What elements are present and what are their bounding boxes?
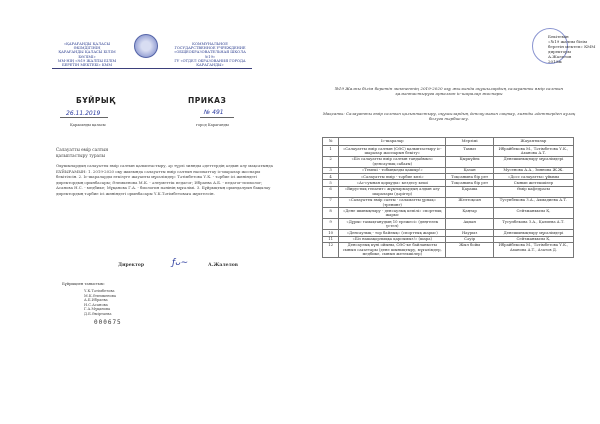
table-cell: Тоқсанына бір рет <box>446 174 494 180</box>
approve-line: 2019ж <box>548 59 562 64</box>
table-cell: Наурыз <box>446 230 494 236</box>
table-cell: «Салауатты өмір салты - саламатты ұрпақ» (тренинг) <box>339 197 446 208</box>
table-cell: Ибрайбекова М., Тәтімбетова Ү.К., Аханова А.Т. <box>493 146 573 157</box>
acquainted-item: А.Б.Ибраева <box>84 298 108 303</box>
table-cell: 8 <box>323 208 339 219</box>
table-row <box>323 197 574 208</box>
director-signature-icon: ƒᴗ∼ <box>172 258 189 268</box>
table-cell: 9 <box>323 219 339 230</box>
header-right-line: «ОБЩЕОБРАЗОВАТЕЛЬНАЯ ШКОЛА №19» <box>174 50 246 59</box>
table-cell: «Біз нашақорлыққа қарсымыз!» (шара) <box>339 236 446 242</box>
table-header-row <box>323 138 574 146</box>
plan-title: №19 Жалпы білім беретін мектептің 2019-2020 оқу жылында оқушылардың салауатты өмір салтын қалыптастыруға арналған іс-шаралар жоспары <box>334 86 564 97</box>
table-cell: Сынып жетекшілер <box>493 180 573 186</box>
table-cell: 4 <box>323 174 339 180</box>
order-body: Оқушылардың салауатты өмір салтын қалыптастыру, әр түрлі зиянды әдеттердің алдын алу мақсатында БҰЙЫРАМЫН: 1. 2019-2020 оқу жылында салауатты өмір салтын насихаттау іс-шаралар жоспары бекітілсін. 2. Іс-шараларды өткізуге жауапты мұғалімдер: Тәтімбетова Ү.К. - тәрбие ісі жөніндегі директордың орынбасары; Әлемкенова М.К. - әлеуметтік педагог; Ибраева А.Б. - педагог-психолог; Асанова Н.С. - медбике; Мұқанова Г.А. - биология пәнінің мұғалімі. 3. Бұйрықтың орындалуын бақылау директордың тәрбие ісі жөніндегі орынбасары Ү.К.Тәтімбетоваға жүктелсін. <box>56 163 273 196</box>
date-underline <box>60 117 108 118</box>
table-cell: «Біз салауатты өмір салтын таңдаймыз» (денсаулық сабағы) <box>339 156 446 167</box>
table-cell: «Салауатты өмір - тәрбие көзі» <box>339 174 446 180</box>
table-cell: Ибрайбекова М., Тәтімбетова Ү.К., Аханова А.Т., Азатов Д. <box>493 242 573 257</box>
table-cell: Қыркүйек <box>446 156 494 167</box>
approval-block <box>548 34 600 64</box>
acquainted-item: Н.С.Асанова <box>84 302 108 307</box>
table-cell: Қараша <box>446 186 494 197</box>
header-right-line: КОММУНАЛЬНОЕ <box>192 42 228 46</box>
subject-line: Салауатты өмір салтын <box>56 147 109 152</box>
table-cell: 1 <box>323 146 339 157</box>
number-handwritten: № 491 <box>204 109 224 116</box>
subject <box>56 147 108 158</box>
table-cell: Денешынықтыру мұғалімдері <box>493 230 573 236</box>
table-cell: 7 <box>323 197 339 208</box>
table-cell: Қазан <box>446 167 494 173</box>
title-kz: БҰЙРЫҚ <box>76 96 116 105</box>
table-cell: «Ас-суынан қорқуды» кездесу кеші <box>339 180 446 186</box>
header-left <box>52 42 122 67</box>
table-cell: Өмір кафедрасы <box>493 186 573 197</box>
table-cell: Тусупбекова З.А., Қалиева А.Т. <box>493 219 573 230</box>
table-cell: 3 <box>323 167 339 173</box>
table-cell: Денсаулық күні ойыны, СӨС-ке байланысты сынып сағаттары (дене шынықтыру, мұғалімдер, медбике, сынып жетекшілер) <box>339 242 446 257</box>
acquainted-label: Бұйрықпен таныстым: <box>62 282 105 286</box>
table-cell: 10 <box>323 230 339 236</box>
header-right-line: ГУ «ОТДЕЛ ОБРАЗОВАНИЯ ГОРОДА КАРАГАНДЫ» <box>174 58 246 68</box>
table-cell: «Вирустық гепатит» жұқтырмаудың алдын алу шаралары (дәрігер) <box>339 186 446 197</box>
stamp-number: 000675 <box>94 319 122 326</box>
table-row <box>323 156 574 167</box>
header-left-line: ММ-НІҢ «№19 ЖАЛПЫ БІЛІМ <box>57 58 117 63</box>
table-row <box>323 208 574 219</box>
table-cell: «Досс салауатты» ұйымы <box>493 174 573 180</box>
table-cell: Тусупбекова З.А., Ахмадиева А.Т. <box>493 197 573 208</box>
director-label: Директор <box>118 263 145 268</box>
plan-goal: Мақсаты: Салауатты өмір салтын қалыптастыру, оқушылардың денсаулығын сақтау, зиянды әдеттерден аулақ болуға тәрбиелеу. <box>322 111 576 121</box>
number-underline <box>200 117 234 118</box>
col-events: Іс-шаралар <box>339 138 446 146</box>
table-row <box>323 146 574 157</box>
table-cell: Ақпан <box>446 219 494 230</box>
col-responsible: Жауаптылар <box>493 138 573 146</box>
header-right <box>170 42 250 67</box>
city-ru: город Караганды <box>196 123 229 127</box>
header-left-line: ҚАРАҒАНДЫ ҚАЛАСЫ БІЛІМ БӨЛІМІ» <box>58 50 116 59</box>
acquainted-item: Г.А.Мұқанова <box>84 307 111 312</box>
subject-line: қалыптастыру туралы <box>56 152 106 158</box>
table-cell: 12 <box>323 242 339 257</box>
table-cell: Сейтжанкызы Қ. <box>493 236 573 242</box>
header-left-line: БЕРЕТІН МЕКТЕБІ» КММ <box>61 63 113 68</box>
table-cell: 2 <box>323 156 339 167</box>
table-cell: Желтоқсан <box>446 197 494 208</box>
acquainted-item: М.К.Әлемкенова <box>84 293 116 298</box>
title-ru: ПРИКАЗ <box>188 96 227 105</box>
plan-page <box>300 0 600 424</box>
table-cell: 6 <box>323 186 339 197</box>
plan-table <box>322 137 574 258</box>
table-cell: «Темекі - тобыңызды қашыр!» <box>339 167 446 173</box>
table-cell: 5 <box>323 180 339 186</box>
acquainted-list <box>84 289 116 317</box>
director-name: А.Жалелов <box>208 263 239 268</box>
table-cell: Жыл бойы <box>446 242 494 257</box>
table-cell: 11 <box>323 236 339 242</box>
table-cell: Тамыз <box>446 146 494 157</box>
header-right-line: ГОСУДАРСТВЕННОЕ УЧРЕЖДЕНИЕ <box>174 46 246 51</box>
table-cell: Тоқсанына бір рет <box>446 180 494 186</box>
acquainted-item: Д.Б.Әміртаева <box>84 311 112 316</box>
table-cell: Сәуір <box>446 236 494 242</box>
table-cell: «Салауатты өмір салтын (СӨС) қалыптастыру іс-шаралар жоспарын бекіту» <box>339 146 446 157</box>
approve-line: А.Жалелов <box>548 54 572 59</box>
table-cell: «Денсаулық - тор байлық» (спорттық жарыс) <box>339 230 446 236</box>
table-cell: Мусенова А.А., Зиянова Ж.Ж. <box>493 167 573 173</box>
city-kz: Қарағанды қаласы <box>70 123 106 127</box>
table-cell: Денешынықтыру мұғалімдері <box>493 156 573 167</box>
table-row <box>323 219 574 230</box>
acquainted-item: Ү.К.Тәтімбетова <box>84 289 115 293</box>
header-left-line: «ҚАРАҒАНДЫ ҚАЛАСЫ ӘКІМДІГІНІҢ <box>63 42 111 51</box>
state-emblem-icon <box>134 34 158 58</box>
date-handwritten: 26.11.2019 <box>66 110 101 117</box>
table-cell: «Дене шынықтыру - денсаулық кепілі» спорттық жарыс <box>339 208 446 219</box>
col-deadline: Мерзімі <box>446 138 494 146</box>
header-divider <box>52 68 252 69</box>
table-cell: Сейтжанкызы Қ. <box>493 208 573 219</box>
table-row <box>323 242 574 257</box>
approve-line: Бекітемін <box>548 34 569 39</box>
table-cell: «Дұрыс тамақтанудың 10 ережесі» (дөңгелек үстел) <box>339 219 446 230</box>
approve-line: «№19 жалпы білім беретін мектеп» КММ директоры <box>548 39 596 54</box>
table-cell: Қаңтар <box>446 208 494 219</box>
table-row <box>323 186 574 197</box>
col-number: № <box>323 138 339 146</box>
